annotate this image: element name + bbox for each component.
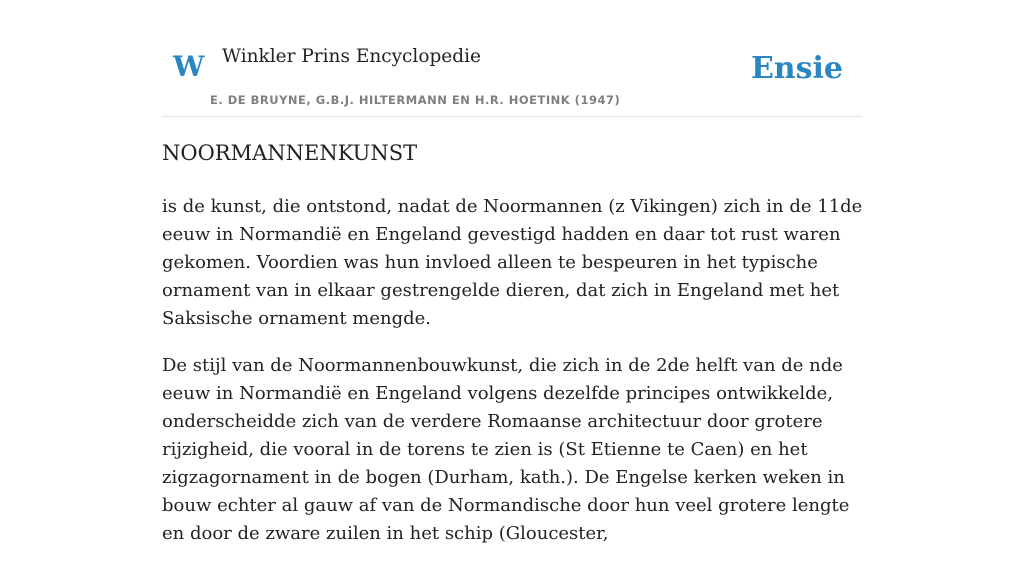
publication-authors: E. DE BRUYNE, G.B.J. HILTERMANN EN H.R. HOETINK (1947) bbox=[210, 93, 621, 107]
entry-title: NOORMANNENKUNST bbox=[162, 141, 418, 165]
logo-icon[interactable]: W bbox=[173, 50, 205, 83]
entry-body bbox=[162, 193, 867, 567]
publication-title[interactable]: Winkler Prins Encyclopedie bbox=[222, 46, 481, 67]
site-header bbox=[162, 36, 862, 117]
brand-logo[interactable]: Ensie bbox=[750, 51, 843, 86]
entry-paragraph: De stijl van de Noormannenbouwkunst, die zich in de 2de helft van de nde eeuw in Normandië en Engeland volgens dezelfde principes ontwikkelde, onderscheidde zich van de verdere Romaanse architectuur door grotere rijzigheid, die vooral in de torens te zien is (St Etienne te Caen) en het zigzagornament in de bogen (Durham, kath.). De Engelse kerken weken in bouw echter al gauw af van de Normandische door hun veel grotere lengte en door de zware zuilen in het schip (Gloucester, bbox=[162, 355, 850, 544]
entry-paragraph: is de kunst, die ontstond, nadat de Noormannen (z Vikingen) zich in de 11de eeuw in Normandië en Engeland gevestigd hadden en daar tot rust waren gekomen. Voordien was hun invloed alleen te bespeuren in het typische ornament van in elkaar gestrengelde dieren, dat zich in Engeland met het Saksische ornament mengde. bbox=[162, 196, 863, 329]
